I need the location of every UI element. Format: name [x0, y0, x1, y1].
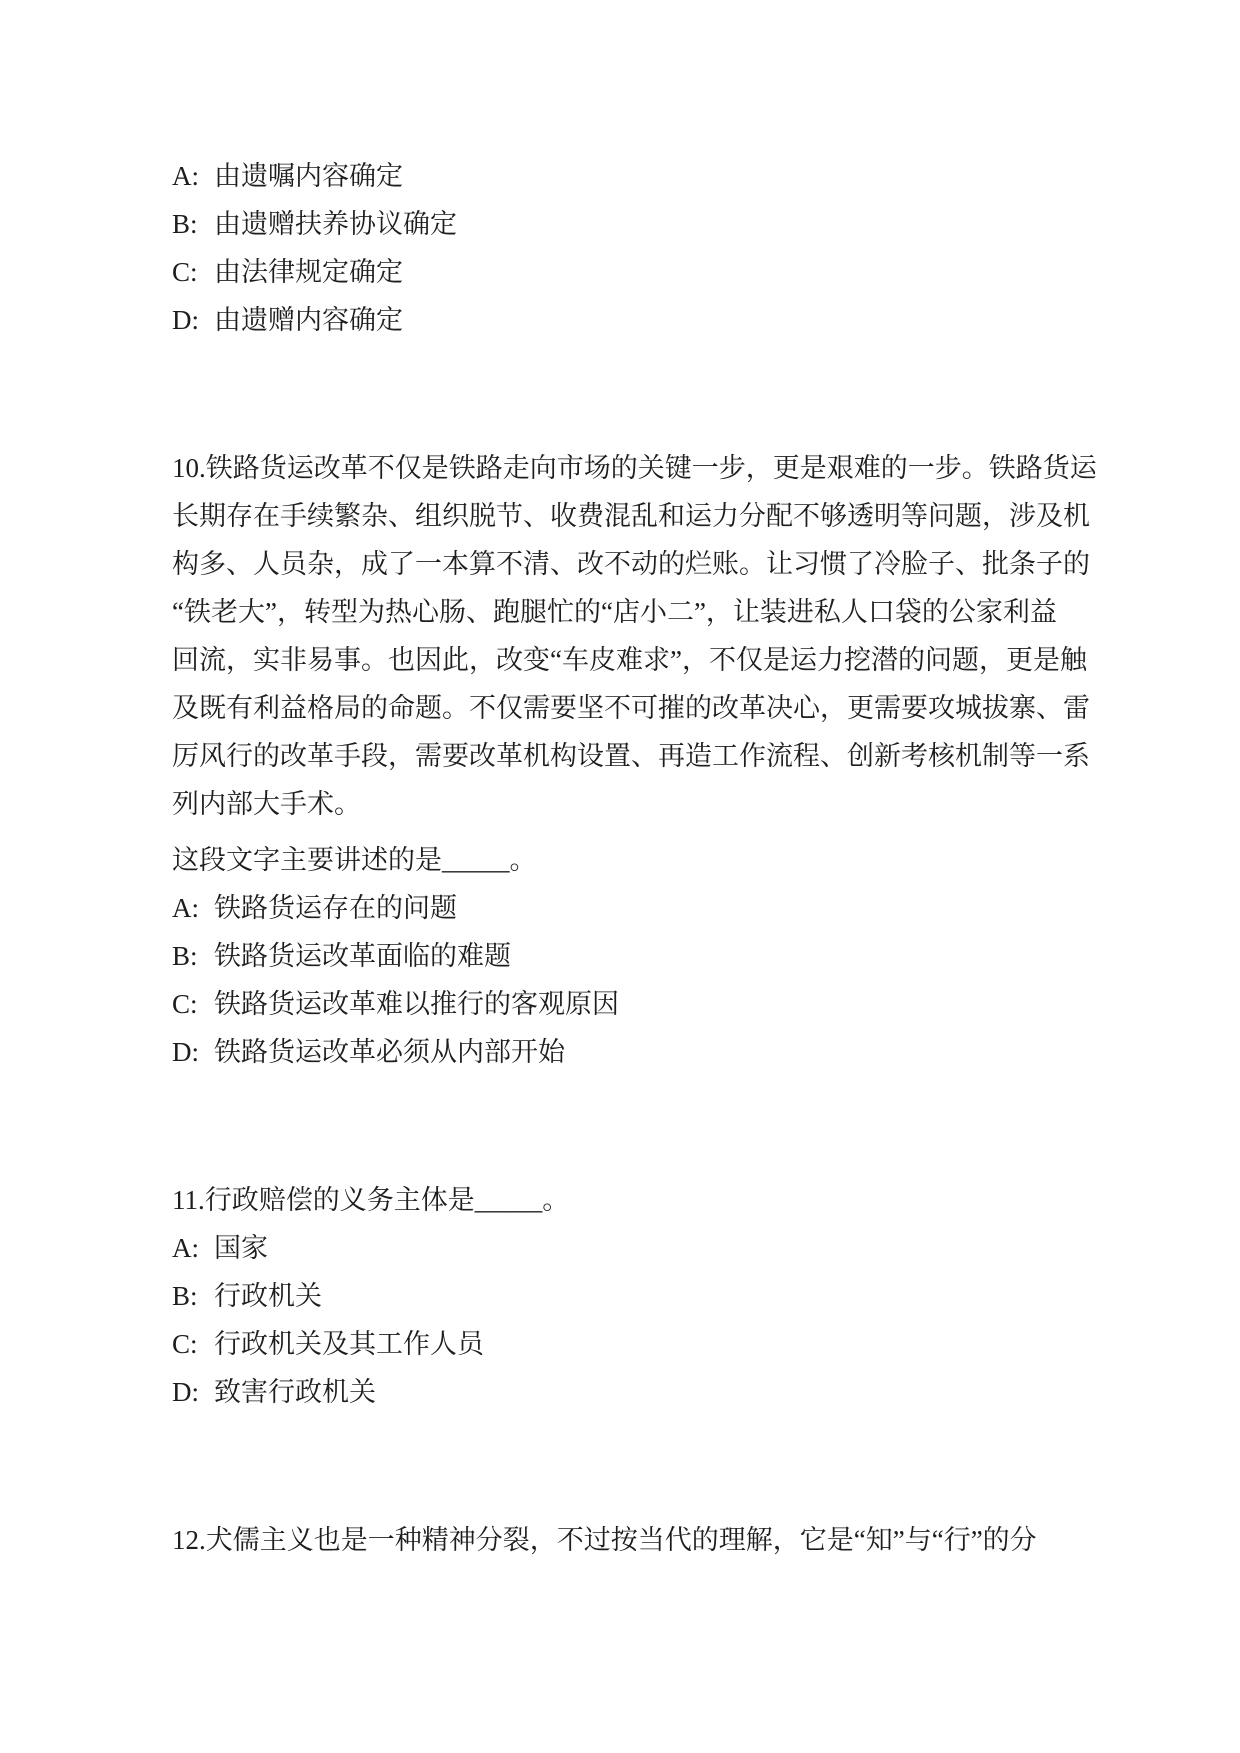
option-row [172, 932, 1120, 980]
option-row [172, 1368, 1120, 1416]
option-row [172, 884, 1120, 932]
option-label: D: [172, 1037, 199, 1067]
option-row [172, 152, 1120, 200]
question-9-options [172, 152, 1120, 344]
option-text: 铁路货运存在的问题 [214, 893, 457, 923]
option-text: 铁路货运改革难以推行的客观原因 [214, 989, 619, 1019]
option-text: 致害行政机关 [214, 1377, 376, 1407]
option-row [172, 1272, 1120, 1320]
option-row [172, 1320, 1120, 1368]
option-text: 行政机关 [214, 1281, 322, 1311]
paragraph-line-8: 列内部大手术。 [172, 789, 361, 819]
option-text: 由遗赠扶养协议确定 [214, 209, 457, 239]
option-text: 铁路货运改革必须从内部开始 [214, 1037, 565, 1067]
paragraph-line-6: 及既有利益格局的命题。不仅需要坚不可摧的改革决心，更需要攻城拔寨、雷 [172, 693, 1090, 723]
question-10-options [172, 884, 1120, 1076]
paragraph-line-5: 回流，实非易事。也因此，改变“车皮难求”，不仅是运力挖潜的问题，更是触 [172, 645, 1087, 675]
option-label: B: [172, 941, 198, 971]
option-row [172, 200, 1120, 248]
option-label: A: [172, 893, 199, 923]
option-row [172, 248, 1120, 296]
option-text: 由遗嘱内容确定 [214, 161, 403, 191]
question-12-first-line: 12.犬儒主义也是一种精神分裂，不过按当代的理解，它是“知”与“行”的分 [172, 1525, 1037, 1555]
option-label: B: [172, 209, 198, 239]
paragraph-line-1: 10.铁路货运改革不仅是铁路走向市场的关键一步，更是艰难的一步。铁路货运 [172, 453, 1097, 483]
option-text: 行政机关及其工作人员 [214, 1329, 484, 1359]
question-11-stem: 11.行政赔偿的义务主体是_____。 [172, 1185, 570, 1215]
option-label: A: [172, 1233, 199, 1263]
paragraph-line-2: 长期存在手续繁杂、组织脱节、收费混乱和运力分配不够透明等问题，涉及机 [172, 501, 1090, 531]
paragraph-line-3: 构多、人员杂，成了一本算不清、改不动的烂账。让习惯了冷脸子、批条子的 [172, 549, 1090, 579]
option-label: C: [172, 989, 198, 1019]
option-label: D: [172, 1377, 199, 1407]
option-row [172, 296, 1120, 344]
question-10-stem: 这段文字主要讲述的是_____。 [172, 845, 537, 875]
option-text: 国家 [214, 1233, 268, 1263]
option-row [172, 1224, 1120, 1272]
paragraph-line-7: 厉风行的改革手段，需要改革机构设置、再造工作流程、创新考核机制等一系 [172, 741, 1090, 771]
option-label: C: [172, 257, 198, 287]
option-label: C: [172, 1329, 198, 1359]
question-10-paragraph [172, 444, 1120, 828]
question-10-block [172, 444, 1120, 1076]
option-row [172, 1028, 1120, 1076]
option-text: 由法律规定确定 [214, 257, 403, 287]
option-text: 铁路货运改革面临的难题 [214, 941, 511, 971]
question-11-options [172, 1224, 1120, 1416]
question-12-block [172, 1516, 1120, 1564]
option-text: 由遗赠内容确定 [214, 305, 403, 335]
paragraph-line-4: “铁老大”，转型为热心肠、跑腿忙的“店小二”，让装进私人口袋的公家利益 [172, 597, 1057, 627]
option-label: A: [172, 161, 199, 191]
option-label: B: [172, 1281, 198, 1311]
option-row [172, 980, 1120, 1028]
question-11-block [172, 1176, 1120, 1416]
option-label: D: [172, 305, 199, 335]
